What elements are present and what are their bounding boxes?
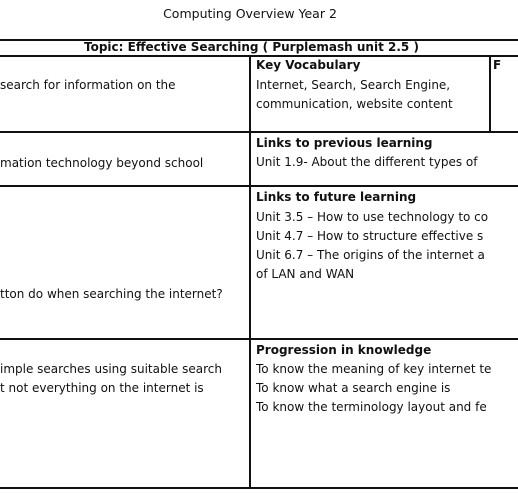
key-vocabulary-line2: communication, website content — [256, 97, 453, 111]
column-divider-vocab — [489, 55, 491, 131]
left-cell-row4-line2: t not everything on the internet is — [0, 381, 204, 395]
links-future-line4: of LAN and WAN — [256, 267, 355, 281]
table-border-bottom — [0, 487, 518, 489]
progression-heading: Progression in knowledge — [256, 343, 432, 357]
links-future-heading: Links to future learning — [256, 190, 417, 204]
row-divider-3 — [0, 338, 518, 340]
links-future-line2: Unit 4.7 – How to structure effective s — [256, 229, 484, 243]
left-cell-row3: tton do when searching the internet? — [0, 287, 223, 301]
links-future-line3: Unit 6.7 – The origins of the internet a — [256, 248, 485, 262]
edge-column-heading-fragment: F — [493, 58, 502, 72]
column-divider-main — [249, 55, 251, 489]
topic-banner: Topic: Effective Searching ( Purplemash unit 2.5 ) — [84, 40, 419, 54]
key-vocabulary-heading: Key Vocabulary — [256, 58, 361, 72]
row-divider-2 — [0, 185, 518, 187]
overview-table — [0, 39, 518, 489]
row-divider-1 — [0, 131, 518, 133]
left-cell-row1: search for information on the — [0, 78, 176, 92]
key-vocabulary-line1: Internet, Search, Search Engine, — [256, 78, 451, 92]
document-title: Computing Overview Year 2 — [163, 6, 337, 21]
links-future-line1: Unit 3.5 – How to use technology to co — [256, 210, 489, 224]
left-cell-row4-line1: imple searches using suitable search — [0, 362, 222, 376]
progression-line2: To know what a search engine is — [256, 381, 451, 395]
progression-line1: To know the meaning of key internet te — [256, 362, 492, 376]
left-cell-row2: mation technology beyond school — [0, 156, 204, 170]
links-previous-heading: Links to previous learning — [256, 136, 433, 150]
links-previous-line1: Unit 1.9- About the different types of — [256, 155, 478, 169]
progression-line3: To know the terminology layout and fe — [256, 400, 487, 414]
